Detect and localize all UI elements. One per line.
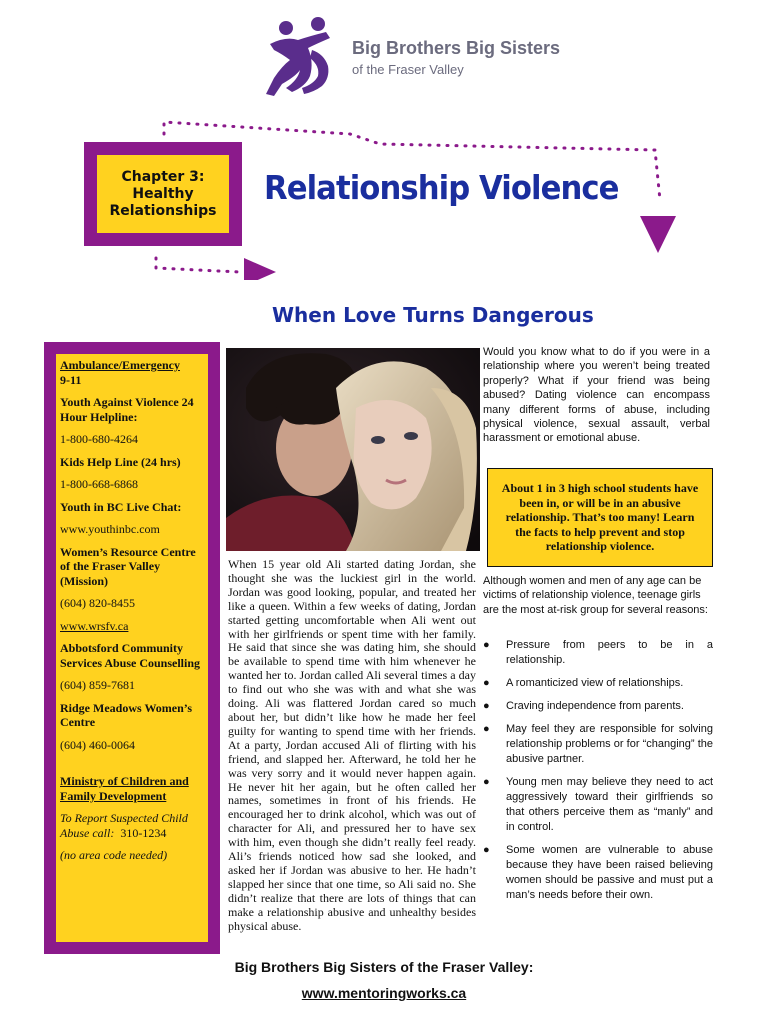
list-item: ● May feel they are responsible for solving relationship problems or for “changing” the abusive partner. <box>483 723 713 765</box>
bullet-icon: ● <box>483 844 490 856</box>
organization-logo <box>252 14 561 98</box>
youth-violence-label: Youth Against Violence 24 Hour Helpline: <box>60 395 194 424</box>
resources-sidebar <box>44 342 220 954</box>
ministry-label: Ministry of Children and Family Development <box>60 774 189 803</box>
womens-resource-label: Women’s Resource Centre of the Fraser Valley (Mission) <box>60 544 196 588</box>
ridge-meadows-label: Ridge Meadows Women’s Centre <box>60 700 192 729</box>
statistic-callout <box>487 468 713 567</box>
footer-organization: Big Brothers Big Sisters of the Fraser Valley: <box>234 959 534 975</box>
kids-help-number: 1-800-668-6868 <box>60 477 138 491</box>
abbotsford-label: Abbotsford Community Services Abuse Counselling <box>60 641 201 670</box>
logo-subtitle: of the Fraser Valley <box>352 62 464 77</box>
page-title: Relationship Violence <box>264 168 619 207</box>
logo-title: Big Brothers Big Sisters <box>352 38 561 58</box>
list-item: ● Craving independence from parents. <box>483 700 684 712</box>
ambulance-number: 9-11 <box>60 372 82 387</box>
ridge-meadows-number: (604) 460-0064 <box>60 737 135 752</box>
chapter-title-line1: Healthy <box>132 185 194 202</box>
report-abuse-number: 310-1234 <box>120 825 167 840</box>
area-code-note: (no area code needed) <box>60 848 168 862</box>
chapter-number: Chapter 3: <box>121 168 205 185</box>
story-paragraph: When 15 year old Ali started dating Jordan, she thought she was the luckiest girl in the world. Jordan was good looking, popular, and treated her like a queen. Within a few weeks of dating, Jordan started getting uncomfortable when Ali went out with her girlfriends or spent time with her family. He said that since she was dating him, she should be available to spend time with him whenever he wanted her to. Jordan called Ali several times a day to find out who she was with and what she was doing. Ali was flattered Jordan cared so much about her, but didn’t like how he made her feel guilty for wanting to spend time with her friends. At a party, Jordan accused Ali of flirting with his friend, and slapped her. Afterward, he told her he was very sorry and it would never happen again. He never hit her again, but he often called her names, sometimes in front of his friends. He encouraged her to drink alcohol, which was out of character for Ali, and pressured her to have sex with him, even though she didn’t really feel ready. Ali’s friends noticed how sad she looked, and asked her if Jordan was abusive to her. He hadn’t slapped her since that one time, so Ali said no. She didn’t realize that there are lots of things that can make a relationship abusive and unhealthy besides physical abuse. <box>228 557 476 933</box>
abbotsford-number: (604) 859-7681 <box>60 678 135 692</box>
chapter-label-box <box>84 142 242 246</box>
list-item: ● Some women are vulnerable to abuse because they have been raised believing women should be passive and must put a man’s needs before their own. <box>483 844 713 901</box>
ambulance-label: Ambulance/Emergency <box>60 358 180 372</box>
footer-website-link[interactable]: www.mentoringworks.ca <box>301 985 467 1001</box>
page-subtitle: When Love Turns Dangerous <box>272 303 594 327</box>
bullet-icon: ● <box>483 776 490 788</box>
kids-help-label: Kids Help Line (24 hrs) <box>60 454 181 469</box>
youth-bc-label: Youth in BC Live Chat: <box>60 499 182 514</box>
list-item: ● Young men may believe they need to act aggressively toward their girlfriends so that others perceive them as “manly” and in control. <box>483 776 713 833</box>
intro-paragraph: Would you know what to do if you were in a relationship where you weren’t being treated properly? What if your friend was being abused? Dating violence can encompass many different forms of abuse, including physical violence, sexual assault, verbal harassment or emotional abuse. <box>483 346 710 445</box>
bullet-icon: ● <box>483 639 490 651</box>
list-item: ● Pressure from peers to be in a relationship. <box>483 639 713 666</box>
womens-resource-number: (604) 820-8455 <box>60 596 135 610</box>
womens-resource-link[interactable]: www.wrsfv.ca <box>60 618 129 633</box>
couple-photo <box>226 348 480 551</box>
list-item: ● A romanticized view of relationships. <box>483 677 684 689</box>
bullet-icon: ● <box>483 677 490 689</box>
bullet-icon: ● <box>483 700 490 712</box>
bullet-icon: ● <box>483 723 490 735</box>
youth-violence-number: 1-800-680-4264 <box>60 432 138 446</box>
statistic-text: About 1 in 3 high school students have been in, or will be in an abusive relationship. That’s too many! Learn the facts to help prevent and stop relationship violence. <box>501 481 699 554</box>
chapter-title-line2: Relationships <box>109 202 217 219</box>
reasons-intro: Although women and men of any age can be victims of relationship violence, teenage girls are the most at-risk group for several reasons: <box>483 575 708 616</box>
reasons-list <box>483 638 713 903</box>
youth-bc-link[interactable]: www.youthinbc.com <box>60 522 160 536</box>
bbbs-figures-icon <box>252 14 348 98</box>
report-abuse-text: To Report Suspected Child Abuse call: 310-1234 <box>60 811 188 840</box>
